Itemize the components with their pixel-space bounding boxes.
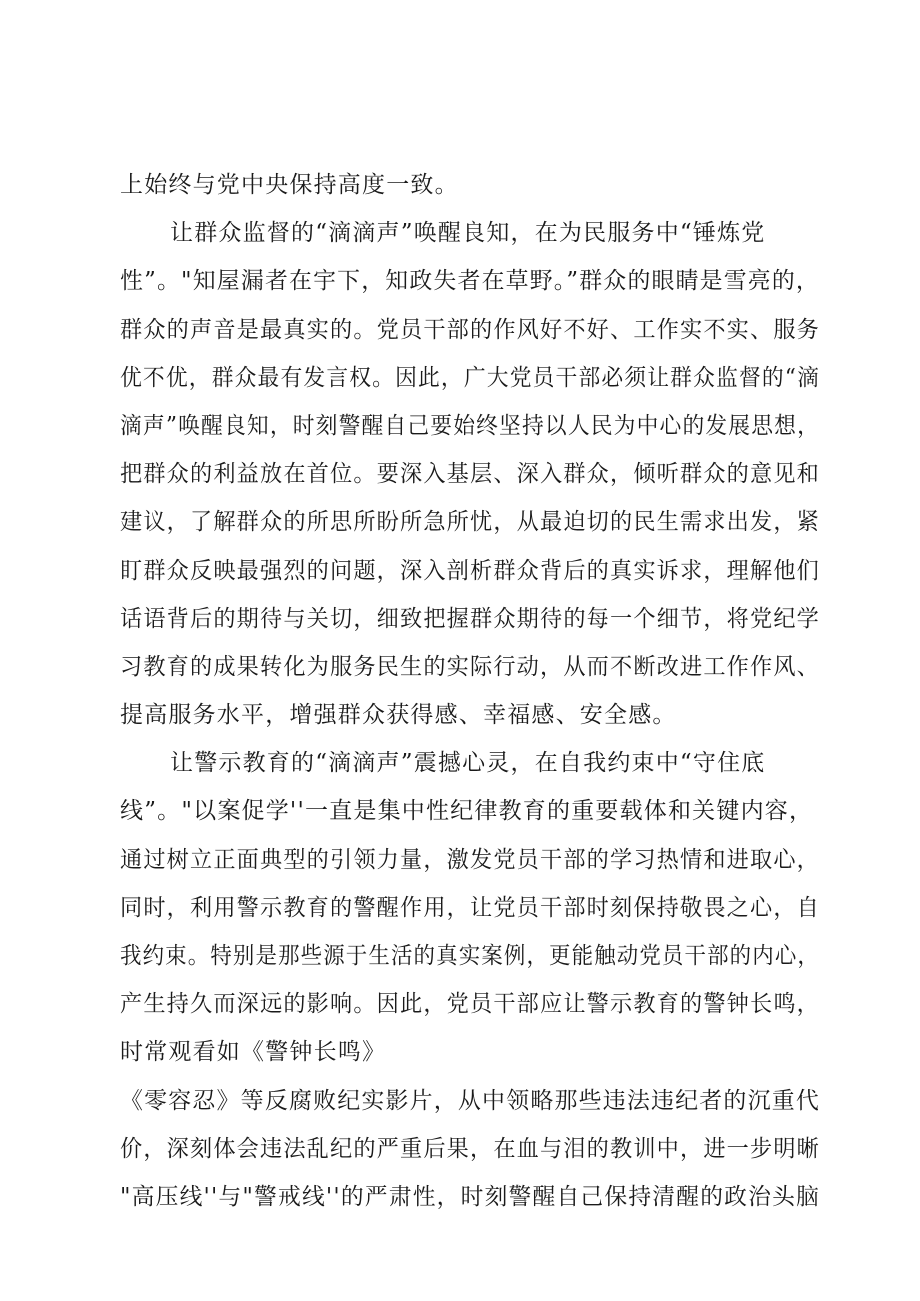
document-body — [120, 161, 820, 1221]
text-line: 群众的声音是最真实的。党员干部的作风好不好、工作实不实、服务 — [120, 316, 820, 343]
text-line: 性”。"知屋漏者在宇下，知政失者在草野。”群众的眼睛是雪亮的， — [120, 268, 820, 295]
text-line: 同时，利用警示教育的警醒作用，让党员干部时刻保持敬畏之心，自 — [120, 894, 820, 921]
text-line: "高压线''与"警戒线''的严肃性，时刻警醒自己保持清醒的政治头脑 — [120, 1183, 820, 1210]
text-line: 产生持久而深远的影响。因此，党员干部应让警示教育的警钟长鸣， — [120, 991, 820, 1018]
text-line: 通过树立正面典型的引领力量，激发党员干部的学习热情和进取心， — [120, 846, 820, 873]
text-line: 盯群众反映最强烈的问题，深入剖析群众背后的真实诉求，理解他们 — [120, 557, 820, 584]
text-line: 线”。"以案促学''一直是集中性纪律教育的重要载体和关键内容， — [120, 798, 814, 825]
text-line: 建议，了解群众的所思所盼所急所忧，从最迫切的民生需求出发，紧 — [120, 509, 820, 536]
text-line: 习教育的成果转化为服务民生的实际行动，从而不断改进工作作风、 — [120, 653, 820, 680]
text-line: 让群众监督的“滴滴声”唤醒良知，在为民服务中“锤炼党 — [170, 220, 766, 247]
text-line: 价，深刻体会违法乱纪的严重后果，在血与泪的教训中，进一步明晰 — [120, 1135, 820, 1162]
text-line: 上始终与党中央保持高度一致。 — [120, 172, 459, 198]
text-line: 我约束。特别是那些源于生活的真实案例，更能触动党员干部的内心， — [120, 943, 820, 969]
text-line: 滴声”唤醒良知，时刻警醒自己要始终坚持以人民为中心的发展思想， — [120, 412, 820, 439]
text-line: 话语背后的期待与关切，细致把握群众期待的每一个细节，将党纪学 — [120, 605, 820, 632]
text-line: 《零容忍》等反腐败纪实影片，从中领略那些违法违纪者的沉重代 — [120, 1087, 820, 1114]
text-line: 提高服务水平，增强群众获得感、幸福感、安全感。 — [120, 702, 677, 729]
text-line: 时常观看如《警钟长鸣》 — [120, 1039, 387, 1066]
text-line: 把群众的利益放在首位。要深入基层、深入群众，倾听群众的意见和 — [120, 461, 820, 488]
text-line: 优不优，群众最有发言权。因此，广大党员干部必须让群众监督的“滴 — [120, 364, 820, 391]
text-line: 让警示教育的“滴滴声”震撼心灵，在自我约束中“守住底 — [170, 750, 766, 777]
